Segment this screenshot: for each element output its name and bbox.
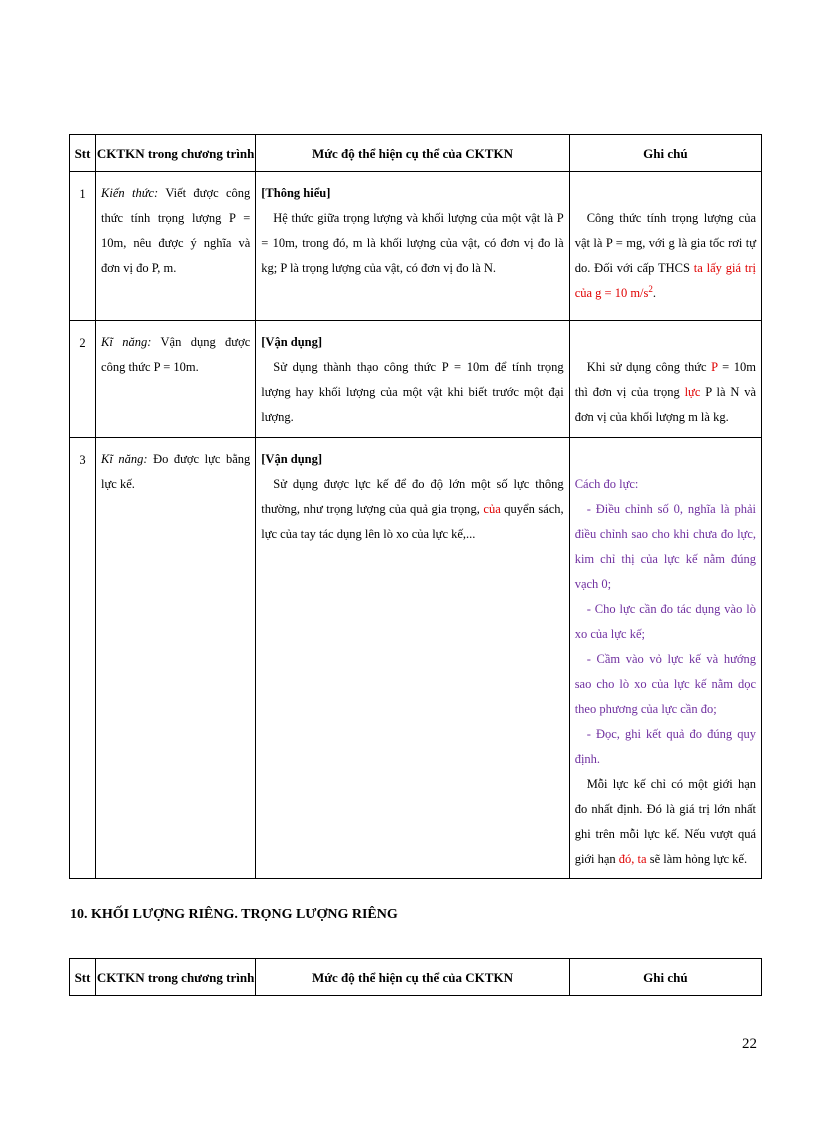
level-part: Sử dụng được lực kế để đo độ lớn một số lực thông thường, như trọng lượng của quả gia trọng, (261, 477, 564, 516)
standards-table (69, 134, 762, 879)
row-label: Kĩ năng: (101, 452, 148, 466)
row-label: Kĩ năng: (101, 335, 152, 349)
note-part: P là N và đơn vị của khối lượng m là kg. (574, 385, 757, 424)
row-cktkn (96, 438, 256, 879)
header-level: Mức độ thể hiện cụ thể của CKTKN (256, 959, 569, 996)
level-red: của (483, 502, 501, 516)
level-tag: [Vận dụng] (261, 335, 323, 349)
level-text: Hệ thức giữa trọng lượng và khối lượng của một vật là P = 10m, trong đó, m là khối lượng của vật, có đơn vị đo là kg; P là trọng lượng của vật, có đơn vị đo là N. (261, 211, 564, 275)
note-sup: 2 (648, 283, 653, 294)
page-number: 22 (742, 1036, 757, 1052)
row-level (256, 321, 569, 438)
row-label: Kiến thức: (101, 186, 159, 200)
limit-part: sẽ làm hỏng lực kế. (646, 852, 748, 866)
note-part: = 10m thì đơn vị của trọng (574, 360, 756, 399)
limit-part: Mỗi lực kế chỉ có một giới hạn đo nhất định. Đó là giá trị lớn nhất ghi trên mỗi lực kế. Nếu vượt quá giới hạn (574, 777, 756, 866)
note-end: . (652, 286, 657, 300)
header-cktkn: CKTKN trong chương trình (96, 959, 256, 996)
note-text (575, 355, 756, 430)
table-row (70, 172, 762, 321)
row-cktkn (96, 172, 256, 321)
step-item: - Đọc, ghi kết quả đo đúng quy định. (574, 727, 756, 766)
note-red-text: ta lấy giá trị của g = 10 m/s (574, 261, 757, 300)
level-tag: [Vận dụng] (261, 452, 323, 466)
table-header-row (70, 135, 762, 172)
row-level (256, 438, 569, 879)
table-row (70, 321, 762, 438)
limit-red: đó, ta (618, 852, 647, 866)
row-note (569, 172, 761, 321)
level-text: Sử dụng thành thạo công thức P = 10m để tính trọng lượng hay khối lượng của một vật khi biết trước một đại lượng. (261, 360, 564, 424)
step-item: - Điều chỉnh số 0, nghĩa là phải điều chỉnh sao cho khi chưa đo lực, kim chỉ thị của lực kế nằm đúng vạch 0; (574, 502, 756, 591)
row-level (256, 172, 569, 321)
note-part: Khi sử dụng công thức (586, 360, 712, 374)
step-item: - Cho lực cần đo tác dụng vào lò xo của lực kế; (574, 602, 756, 641)
row-cktkn-text: Đo được lực bằng lực kế. (101, 452, 251, 491)
header-level: Mức độ thể hiện cụ thể của CKTKN (256, 135, 569, 172)
row-stt: 3 (70, 438, 96, 879)
note-red-p: P (711, 360, 718, 374)
header-cktkn: CKTKN trong chương trình (96, 135, 256, 172)
steps-title: Cách đo lực: (574, 477, 639, 491)
header-note: Ghi chú (569, 135, 761, 172)
note-text (575, 206, 756, 306)
step-item: - Cầm vào vỏ lực kế và hướng sao cho lò xo của lực kế nằm dọc theo phương của lực cần đo; (574, 652, 756, 716)
note-part: Công thức tính trọng lượng của vật là P = mg, với g là gia tốc rơi tự do. Đối với cấp THCS (574, 211, 756, 275)
header-stt: Stt (70, 959, 96, 996)
section-table (69, 958, 762, 996)
level-text (261, 472, 563, 547)
section-title: 10. KHỐI LƯỢNG RIÊNG. TRỌNG LƯỢNG RIÊNG (70, 907, 398, 922)
row-note (569, 438, 761, 879)
level-tag: [Thông hiểu] (261, 186, 331, 200)
table-header-row (70, 959, 762, 996)
row-stt: 1 (70, 172, 96, 321)
row-note (569, 321, 761, 438)
header-stt: Stt (70, 135, 96, 172)
note-red-luc: lực (684, 385, 701, 399)
row-cktkn-text: Vận dụng được công thức P = 10m. (101, 335, 251, 374)
header-note: Ghi chú (569, 959, 761, 996)
row-cktkn-text: Viết được công thức tính trọng lượng P = 10m, nêu được ý nghĩa và đơn vị đo P, m. (101, 186, 251, 275)
row-stt: 2 (70, 321, 96, 438)
level-part: quyển sách, lực của tay tác dụng lên lò xo của lực kế,... (261, 502, 564, 541)
limit-text (575, 772, 756, 872)
table-row (70, 438, 762, 879)
row-cktkn (96, 321, 256, 438)
